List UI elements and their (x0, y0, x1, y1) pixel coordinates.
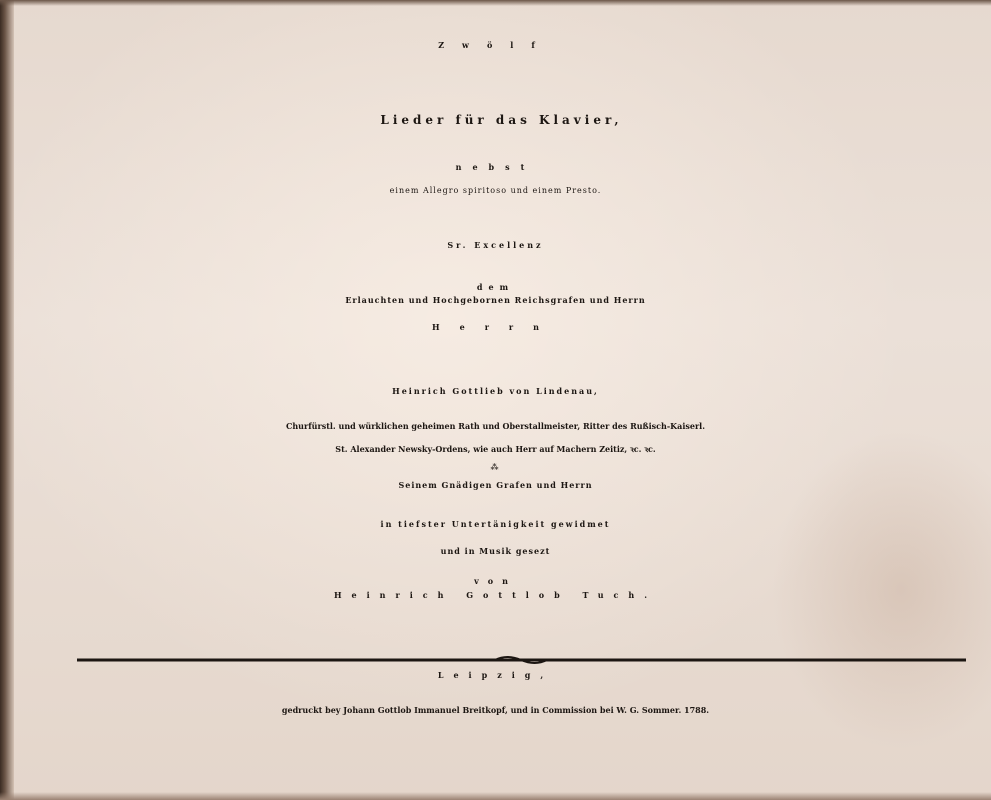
small-ornament: ⁂ (490, 463, 501, 472)
dedicatee-titles-line-1: Churfürstl. und würklichen geheimen Rath und Oberstallmeister, Ritter des Rußisch-Kaiserl. (286, 421, 705, 431)
dedication-seinem: Seinem Gnädigen Grafen und Herrn (398, 480, 593, 490)
subtitle-allegro: einem Allegro spiritoso und einem Presto. (389, 186, 602, 195)
dedication-excellenz: Sr. Excellenz (447, 240, 544, 250)
line-musik: und in Musik gesezt (440, 546, 551, 556)
page-top-edge (0, 0, 991, 6)
heading-zwoelf: Zwölf (438, 40, 553, 50)
composer-name: Heinrich Gottlob Tuch. (333, 590, 658, 600)
dedicatee-titles-line-2: St. Alexander Newsky-Ordens, wie auch Herr auf Machern Zeitiz, ꝛc. ꝛc. (335, 444, 656, 454)
page-bottom-edge (0, 792, 991, 800)
dedicatee-name: Heinrich Gottlieb von Lindenau, (392, 386, 599, 396)
line-von: von (474, 576, 517, 586)
place-leipzig: Leipzig, (437, 670, 554, 680)
ornamental-rule (75, 655, 968, 665)
line-nebst: nebst (455, 162, 536, 172)
imprint-line: gedruckt bey Johann Gottlob Immanuel Breitkopf, und in Commission bei W. G. Sommer. 1788. (281, 705, 710, 715)
dedication-tiefster: in tiefster Untertänigkeit gewidmet (380, 519, 611, 529)
main-title: Lieder für das Klavier, (380, 113, 623, 127)
dedication-erlaucht: Erlauchten und Hochgebornen Reichsgrafen und Herrn (345, 295, 646, 305)
line-dem: dem (476, 282, 515, 292)
line-herrn: Herrn (432, 322, 559, 332)
